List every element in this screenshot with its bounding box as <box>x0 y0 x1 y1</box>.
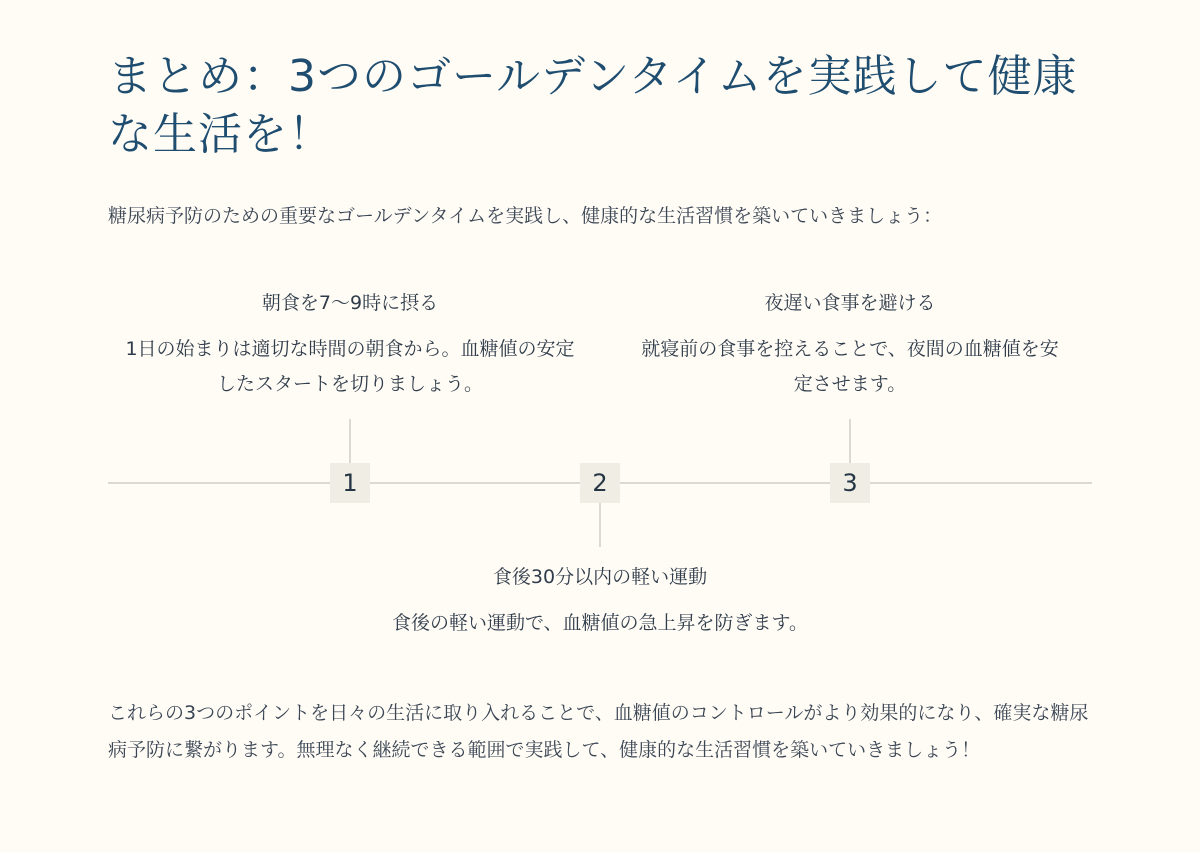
step-2 <box>382 564 818 641</box>
conclusion-text: これらの3つのポイントを日々の生活に取り入れることで、血糖値のコントロールがより効果的になり、確実な糖尿病予防に繋がります。無理なく継続できる範囲で実践して、健康的な生活習慣を築いていきましょう！ <box>108 702 1089 761</box>
step-2-marker: 2 <box>580 463 620 503</box>
step-3 <box>632 290 1068 402</box>
step-2-title: 食後30分以内の軽い運動 <box>492 566 708 588</box>
step-3-title: 夜遅い食事を避ける <box>764 292 936 314</box>
step-1-connector <box>349 419 351 463</box>
step-1-description: 1日の始まりは適切な時間の朝食から。血糖値の安定したスタートを切りましょう。 <box>125 338 575 395</box>
step-2-description: 食後の軽い運動で、血糖値の急上昇を防ぎます。 <box>391 612 809 634</box>
step-3-marker: 3 <box>830 463 870 503</box>
step-3-description: 就寝前の食事を控えることで、夜間の血糖値を安定させます。 <box>641 338 1059 395</box>
intro-text: 糖尿病予防のための重要なゴールデンタイムを実践し、健康的な生活習慣を築いていきましょう： <box>108 205 943 227</box>
step-3-connector <box>849 419 851 463</box>
step-1 <box>125 290 575 402</box>
step-1-title: 朝食を7〜9時に摂る <box>261 292 439 314</box>
step-1-marker: 1 <box>330 463 370 503</box>
page-title: まとめ：3つのゴールデンタイムを実践して健康な生活を！ <box>108 51 1078 160</box>
step-2-connector <box>599 503 601 547</box>
